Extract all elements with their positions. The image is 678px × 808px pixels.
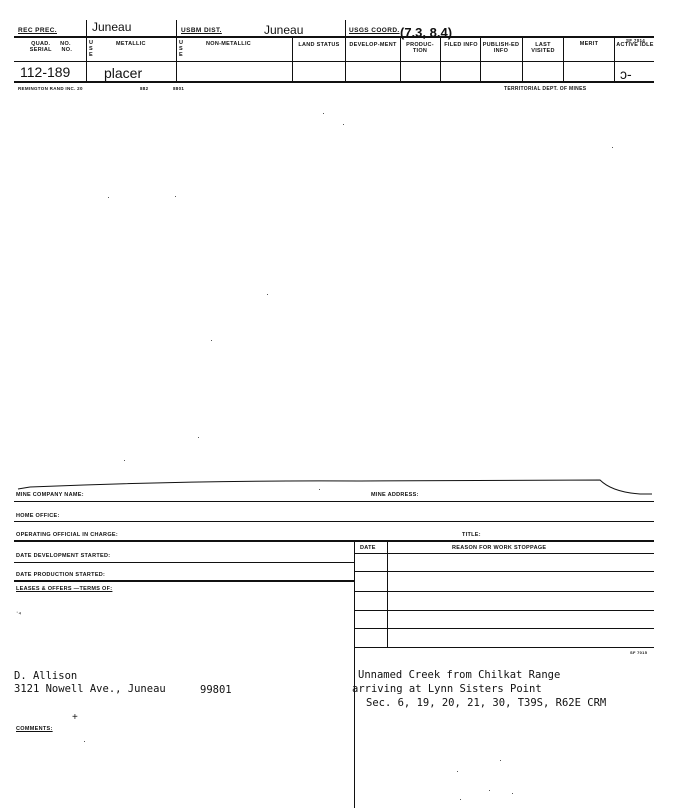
header-active-idle: ACTIVE IDLE [616,42,654,48]
location-line-2: arriving at Lynn Sisters Point [352,683,542,695]
leases-label: LEASES & OFFERS —TERMS OF: [16,586,113,592]
owner-address: 3121 Nowell Ave., Juneau [14,683,166,695]
header-non-metallic: NON-METALLIC [206,41,252,47]
rec-prec-value: Juneau [92,20,132,34]
printer-imprint: REMINGTON RAND INC. 20 [18,86,83,91]
usgs-coord-value: (7.3, 8.4) [400,25,453,40]
operating-official-label: OPERATING OFFICIAL IN CHARGE: [16,532,118,538]
lease-mark: ·₄ [16,609,22,616]
title-label: TITLE: [462,532,481,538]
card-edge [0,470,678,498]
header-quad-serial: QUAD. NO. SERIAL NO. [29,41,73,53]
date-development-label: DATE DEVELOPMENT STARTED: [16,553,111,559]
header-use-1: U S E [89,40,94,58]
owner-name: D. Allison [14,670,78,682]
bottom-form-number: SF 7015 [630,650,648,655]
owner-zip: 99801 [200,684,232,696]
quad-serial-value: 112-189 [20,64,71,80]
home-office-label: HOME OFFICE: [16,513,60,519]
printer-code-2: 8801 [173,86,185,91]
header-last-visited: LAST VISITED [531,42,555,54]
location-line-3: Sec. 6, 19, 20, 21, 30, T39S, R62E CRM [366,697,607,709]
comments-label: COMMENTS: [16,726,53,732]
department-name: TERRITORIAL DEPT. OF MINES [504,86,587,92]
rec-prec-label: REC PREC. [18,27,57,34]
header-metallic: METALLIC [116,41,146,47]
date-production-label: DATE PRODUCTION STARTED: [16,572,106,578]
header-filed-info: FILED INFO [444,42,478,48]
reason-column-header: REASON FOR WORK STOPPAGE [452,545,547,551]
header-development: DEVELOP-MENT [349,42,397,48]
active-idle-mark: ↄ- [620,66,632,82]
date-column-header: DATE [360,545,376,551]
location-line-1: Unnamed Creek from Chilkat Range [358,669,561,681]
usbm-dist-label: USBM DIST. [181,27,222,34]
usbm-dist-value: Juneau [264,23,304,37]
comment-mark: + [72,712,78,723]
metallic-value: placer [104,65,143,81]
form-number: SF 7014 [626,38,646,43]
header-published-info: PUBLISH-ED INFO [482,42,520,54]
header-land-status: LAND STATUS [298,42,340,48]
mine-address-label: MINE ADDRESS: [371,492,419,498]
header-use-2: U S E [179,40,184,58]
usgs-coord-label: USGS COORD. [349,27,400,34]
printer-code-1: 882 [140,86,149,91]
header-production: PRODUC-TION [406,42,434,54]
header-merit: MERIT [579,41,599,47]
mine-company-label: MINE COMPANY NAME: [16,492,84,498]
